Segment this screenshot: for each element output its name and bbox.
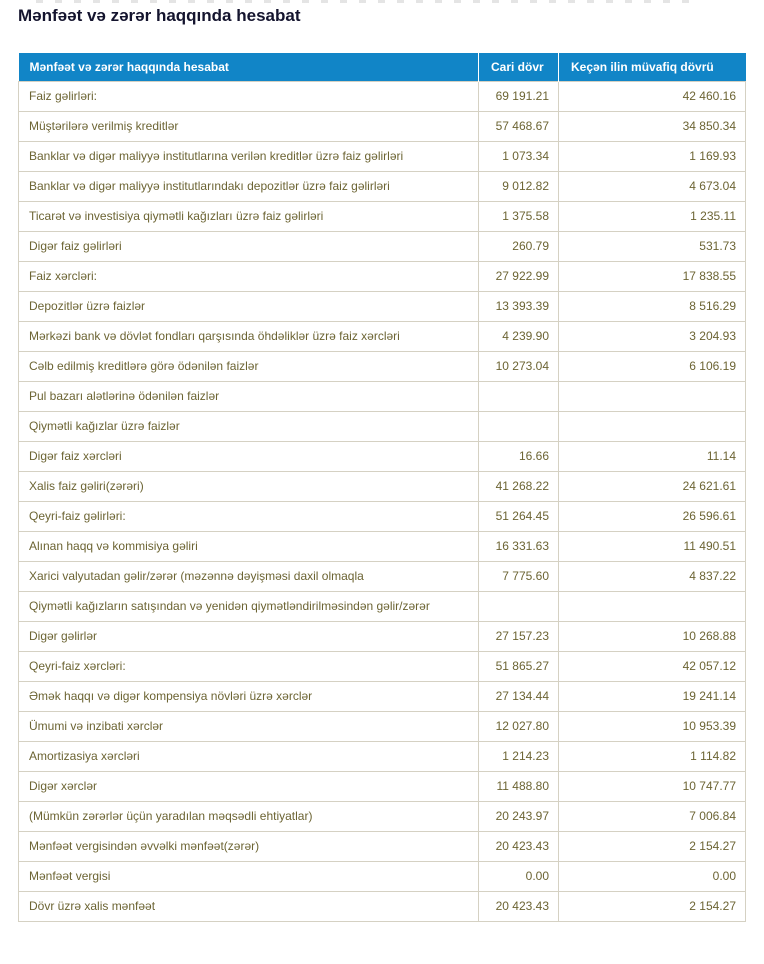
- row-current-value: [479, 591, 559, 621]
- row-current-value: 1 073.34: [479, 141, 559, 171]
- row-label: Faiz gəlirləri:: [19, 81, 479, 111]
- row-current-value: 16 331.63: [479, 531, 559, 561]
- row-previous-value: 1 235.11: [559, 201, 746, 231]
- table-row: [19, 201, 746, 231]
- row-label: Qiymətli kağızların satışından və yenidən qiymətləndirilməsindən gəlir/zərər: [19, 591, 479, 621]
- row-previous-value: 8 516.29: [559, 291, 746, 321]
- row-current-value: 16.66: [479, 441, 559, 471]
- table-row: [19, 681, 746, 711]
- row-current-value: 10 273.04: [479, 351, 559, 381]
- row-previous-value: 1 114.82: [559, 741, 746, 771]
- row-current-value: 7 775.60: [479, 561, 559, 591]
- row-current-value: 13 393.39: [479, 291, 559, 321]
- row-previous-value: [559, 411, 746, 441]
- row-current-value: [479, 411, 559, 441]
- row-label: Amortizasiya xərcləri: [19, 741, 479, 771]
- row-label: Xarici valyutadan gəlir/zərər (məzənnə dəyişməsi daxil olmaqla: [19, 561, 479, 591]
- row-label: Xalis faiz gəliri(zərəri): [19, 471, 479, 501]
- profit-loss-table: [18, 53, 746, 922]
- row-current-value: 260.79: [479, 231, 559, 261]
- row-label: Alınan haqq və kommisiya gəliri: [19, 531, 479, 561]
- row-current-value: 69 191.21: [479, 81, 559, 111]
- row-label: Cəlb edilmiş kreditlərə görə ödənilən faizlər: [19, 351, 479, 381]
- row-current-value: 20 423.43: [479, 831, 559, 861]
- row-label: Müştərilərə verilmiş kreditlər: [19, 111, 479, 141]
- table-row: [19, 321, 746, 351]
- table-row: [19, 171, 746, 201]
- row-current-value: 1 214.23: [479, 741, 559, 771]
- row-label: Faiz xərcləri:: [19, 261, 479, 291]
- row-previous-value: [559, 591, 746, 621]
- row-current-value: 27 157.23: [479, 621, 559, 651]
- row-previous-value: 42 057.12: [559, 651, 746, 681]
- row-current-value: 27 922.99: [479, 261, 559, 291]
- row-previous-value: 19 241.14: [559, 681, 746, 711]
- row-label: Pul bazarı alətlərinə ödənilən faizlər: [19, 381, 479, 411]
- row-current-value: 51 264.45: [479, 501, 559, 531]
- table-row: [19, 831, 746, 861]
- row-label: Mərkəzi bank və dövlət fondları qarşısında öhdəliklər üzrə faiz xərcləri: [19, 321, 479, 351]
- row-current-value: 0.00: [479, 861, 559, 891]
- row-previous-value: 1 169.93: [559, 141, 746, 171]
- table-body: [19, 81, 746, 921]
- row-label: Ticarət və investisiya qiymətli kağızları üzrə faiz gəlirləri: [19, 201, 479, 231]
- row-label: Dövr üzrə xalis mənfəət: [19, 891, 479, 921]
- row-previous-value: 42 460.16: [559, 81, 746, 111]
- table-row: [19, 861, 746, 891]
- row-current-value: 27 134.44: [479, 681, 559, 711]
- row-label: Ümumi və inzibati xərclər: [19, 711, 479, 741]
- row-label: Mənfəət vergisi: [19, 861, 479, 891]
- row-previous-value: 10 747.77: [559, 771, 746, 801]
- row-label: Qiymətli kağızlar üzrə faizlər: [19, 411, 479, 441]
- table-row: [19, 501, 746, 531]
- row-label: Mənfəət vergisindən əvvəlki mənfəət(zərər): [19, 831, 479, 861]
- table-row: [19, 441, 746, 471]
- row-label: Qeyri-faiz xərcləri:: [19, 651, 479, 681]
- table-row: [19, 141, 746, 171]
- row-current-value: [479, 381, 559, 411]
- header-previous-period: Keçən ilin müvafiq dövrü: [559, 53, 746, 81]
- row-current-value: 9 012.82: [479, 171, 559, 201]
- row-label: Digər xərclər: [19, 771, 479, 801]
- cropped-content-remnant: [36, 0, 701, 3]
- row-previous-value: 6 106.19: [559, 351, 746, 381]
- row-previous-value: 10 268.88: [559, 621, 746, 651]
- header-current-period: Cari dövr: [479, 53, 559, 81]
- row-previous-value: 24 621.61: [559, 471, 746, 501]
- header-statement-title: Mənfəət və zərər haqqında hesabat: [19, 53, 479, 81]
- row-previous-value: 531.73: [559, 231, 746, 261]
- row-previous-value: 2 154.27: [559, 891, 746, 921]
- row-label: Əmək haqqı və digər kompensiya növləri üzrə xərclər: [19, 681, 479, 711]
- row-previous-value: 3 204.93: [559, 321, 746, 351]
- row-label: (Mümkün zərərlər üçün yaradılan məqsədli ehtiyatlar): [19, 801, 479, 831]
- row-previous-value: [559, 381, 746, 411]
- table-row: [19, 561, 746, 591]
- row-previous-value: 11.14: [559, 441, 746, 471]
- row-label: Depozitlər üzrə faizlər: [19, 291, 479, 321]
- page-title: Mənfəət və zərər haqqında hesabat: [18, 6, 301, 25]
- table-row: [19, 621, 746, 651]
- table-row: [19, 591, 746, 621]
- row-label: Qeyri-faiz gəlirləri:: [19, 501, 479, 531]
- table-row: [19, 381, 746, 411]
- row-previous-value: 4 673.04: [559, 171, 746, 201]
- row-current-value: 20 423.43: [479, 891, 559, 921]
- table-header-row: [19, 53, 746, 81]
- row-previous-value: 11 490.51: [559, 531, 746, 561]
- row-label: Digər faiz gəlirləri: [19, 231, 479, 261]
- row-previous-value: 0.00: [559, 861, 746, 891]
- row-previous-value: 26 596.61: [559, 501, 746, 531]
- table-row: [19, 801, 746, 831]
- row-previous-value: 34 850.34: [559, 111, 746, 141]
- row-label: Digər gəlirlər: [19, 621, 479, 651]
- table-row: [19, 651, 746, 681]
- table-row: [19, 261, 746, 291]
- table-row: [19, 111, 746, 141]
- row-previous-value: 7 006.84: [559, 801, 746, 831]
- table-row: [19, 891, 746, 921]
- table-row: [19, 81, 746, 111]
- row-label: Banklar və digər maliyyə institutlarındakı depozitlər üzrə faiz gəlirləri: [19, 171, 479, 201]
- row-current-value: 1 375.58: [479, 201, 559, 231]
- row-current-value: 57 468.67: [479, 111, 559, 141]
- row-label: Banklar və digər maliyyə institutlarına verilən kreditlər üzrə faiz gəlirləri: [19, 141, 479, 171]
- row-label: Digər faiz xərcləri: [19, 441, 479, 471]
- table-row: [19, 471, 746, 501]
- table-row: [19, 351, 746, 381]
- table-row: [19, 231, 746, 261]
- row-current-value: 51 865.27: [479, 651, 559, 681]
- row-previous-value: 10 953.39: [559, 711, 746, 741]
- row-previous-value: 2 154.27: [559, 831, 746, 861]
- table-row: [19, 741, 746, 771]
- table-row: [19, 711, 746, 741]
- row-previous-value: 17 838.55: [559, 261, 746, 291]
- table-row: [19, 411, 746, 441]
- table-row: [19, 531, 746, 561]
- row-current-value: 11 488.80: [479, 771, 559, 801]
- table-row: [19, 771, 746, 801]
- row-current-value: 12 027.80: [479, 711, 559, 741]
- row-current-value: 20 243.97: [479, 801, 559, 831]
- row-current-value: 4 239.90: [479, 321, 559, 351]
- table-row: [19, 291, 746, 321]
- row-current-value: 41 268.22: [479, 471, 559, 501]
- row-previous-value: 4 837.22: [559, 561, 746, 591]
